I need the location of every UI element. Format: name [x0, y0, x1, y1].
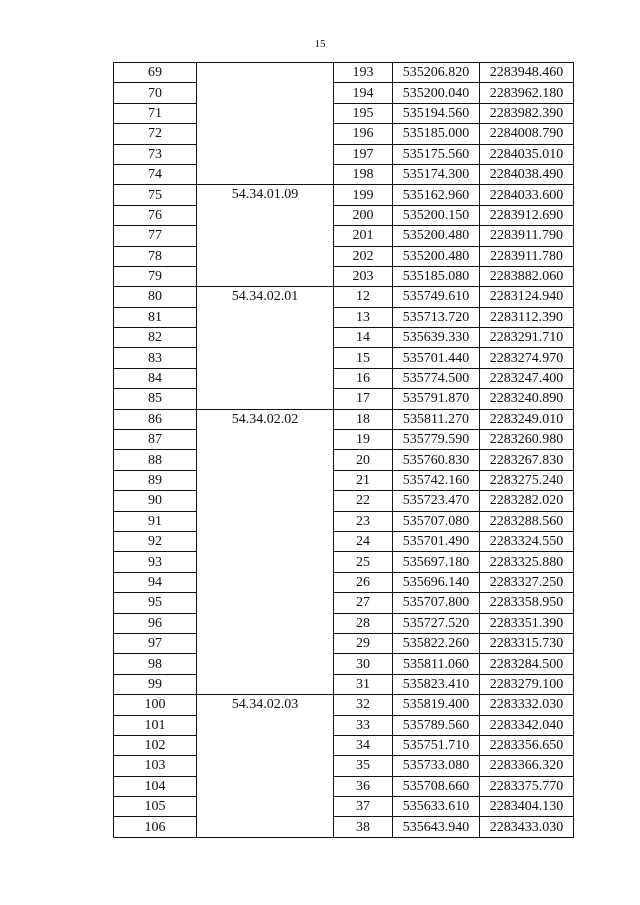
parcel-code-cell: 54.34.01.09 — [197, 185, 334, 287]
table-row — [114, 205, 574, 225]
row-index-cell: 91 — [114, 511, 197, 531]
row-index-cell: 92 — [114, 531, 197, 551]
x-coordinate-cell: 535200.150 — [393, 205, 480, 225]
x-coordinate-cell: 535774.500 — [393, 368, 480, 388]
x-coordinate-cell: 535819.400 — [393, 695, 480, 715]
y-coordinate-cell: 2283247.400 — [480, 368, 574, 388]
x-coordinate-cell: 535811.060 — [393, 654, 480, 674]
x-coordinate-cell: 535707.800 — [393, 593, 480, 613]
table-row — [114, 776, 574, 796]
point-number-cell: 196 — [334, 124, 393, 144]
row-index-cell: 102 — [114, 735, 197, 755]
table-row — [114, 368, 574, 388]
table-row — [114, 674, 574, 694]
y-coordinate-cell: 2284008.790 — [480, 124, 574, 144]
page-number: 15 — [314, 38, 326, 50]
y-coordinate-cell: 2283279.100 — [480, 674, 574, 694]
table-row — [114, 389, 574, 409]
table-row — [114, 226, 574, 246]
point-number-cell: 193 — [334, 63, 393, 83]
x-coordinate-cell: 535200.480 — [393, 226, 480, 246]
point-number-cell: 21 — [334, 470, 393, 490]
x-coordinate-cell: 535175.560 — [393, 144, 480, 164]
row-index-cell: 93 — [114, 552, 197, 572]
y-coordinate-cell: 2283324.550 — [480, 531, 574, 551]
table-row — [114, 124, 574, 144]
point-number-cell: 197 — [334, 144, 393, 164]
row-index-cell: 69 — [114, 63, 197, 83]
table-row — [114, 246, 574, 266]
point-number-cell: 202 — [334, 246, 393, 266]
table-row — [114, 185, 574, 205]
table-row — [114, 593, 574, 613]
y-coordinate-cell: 2283982.390 — [480, 103, 574, 123]
row-index-cell: 98 — [114, 654, 197, 674]
point-number-cell: 30 — [334, 654, 393, 674]
y-coordinate-cell: 2283327.250 — [480, 572, 574, 592]
x-coordinate-cell: 535185.080 — [393, 266, 480, 286]
table-row — [114, 470, 574, 490]
y-coordinate-cell: 2283948.460 — [480, 63, 574, 83]
y-coordinate-cell: 2283267.830 — [480, 450, 574, 470]
x-coordinate-cell: 535823.410 — [393, 674, 480, 694]
x-coordinate-cell: 535696.140 — [393, 572, 480, 592]
x-coordinate-cell: 535200.480 — [393, 246, 480, 266]
y-coordinate-cell: 2283291.710 — [480, 328, 574, 348]
point-number-cell: 194 — [334, 83, 393, 103]
y-coordinate-cell: 2283274.970 — [480, 348, 574, 368]
table-row — [114, 409, 574, 429]
y-coordinate-cell: 2283911.780 — [480, 246, 574, 266]
table-row — [114, 817, 574, 837]
row-index-cell: 73 — [114, 144, 197, 164]
table-row — [114, 633, 574, 653]
point-number-cell: 20 — [334, 450, 393, 470]
table-row — [114, 83, 574, 103]
parcel-code-cell: 54.34.02.01 — [197, 287, 334, 409]
table-row — [114, 266, 574, 286]
point-number-cell: 201 — [334, 226, 393, 246]
point-number-cell: 33 — [334, 715, 393, 735]
x-coordinate-cell: 535751.710 — [393, 735, 480, 755]
table-row — [114, 511, 574, 531]
table-row — [114, 307, 574, 327]
point-number-cell: 19 — [334, 430, 393, 450]
row-index-cell: 78 — [114, 246, 197, 266]
row-index-cell: 88 — [114, 450, 197, 470]
x-coordinate-cell: 535742.160 — [393, 470, 480, 490]
y-coordinate-cell: 2283288.560 — [480, 511, 574, 531]
row-index-cell: 85 — [114, 389, 197, 409]
row-index-cell: 94 — [114, 572, 197, 592]
x-coordinate-cell: 535174.300 — [393, 164, 480, 184]
table-row — [114, 103, 574, 123]
y-coordinate-cell: 2283260.980 — [480, 430, 574, 450]
point-number-cell: 16 — [334, 368, 393, 388]
table-row — [114, 756, 574, 776]
x-coordinate-cell: 535708.660 — [393, 776, 480, 796]
row-index-cell: 89 — [114, 470, 197, 490]
y-coordinate-cell: 2283404.130 — [480, 797, 574, 817]
point-number-cell: 25 — [334, 552, 393, 572]
point-number-cell: 26 — [334, 572, 393, 592]
row-index-cell: 70 — [114, 83, 197, 103]
x-coordinate-cell: 535162.960 — [393, 185, 480, 205]
table-row — [114, 654, 574, 674]
point-number-cell: 31 — [334, 674, 393, 694]
row-index-cell: 99 — [114, 674, 197, 694]
row-index-cell: 81 — [114, 307, 197, 327]
row-index-cell: 100 — [114, 695, 197, 715]
point-number-cell: 37 — [334, 797, 393, 817]
x-coordinate-cell: 535194.560 — [393, 103, 480, 123]
point-number-cell: 28 — [334, 613, 393, 633]
x-coordinate-cell: 535633.610 — [393, 797, 480, 817]
y-coordinate-cell: 2283249.010 — [480, 409, 574, 429]
y-coordinate-cell: 2283342.040 — [480, 715, 574, 735]
row-index-cell: 90 — [114, 491, 197, 511]
row-index-cell: 83 — [114, 348, 197, 368]
x-coordinate-cell: 535701.440 — [393, 348, 480, 368]
y-coordinate-cell: 2283282.020 — [480, 491, 574, 511]
y-coordinate-cell: 2283358.950 — [480, 593, 574, 613]
row-index-cell: 105 — [114, 797, 197, 817]
y-coordinate-cell: 2283375.770 — [480, 776, 574, 796]
row-index-cell: 97 — [114, 633, 197, 653]
row-index-cell: 101 — [114, 715, 197, 735]
point-number-cell: 24 — [334, 531, 393, 551]
table-row — [114, 572, 574, 592]
y-coordinate-cell: 2283240.890 — [480, 389, 574, 409]
row-index-cell: 104 — [114, 776, 197, 796]
x-coordinate-cell: 535791.870 — [393, 389, 480, 409]
table-row — [114, 797, 574, 817]
point-number-cell: 35 — [334, 756, 393, 776]
row-index-cell: 75 — [114, 185, 197, 205]
row-index-cell: 86 — [114, 409, 197, 429]
table-row — [114, 552, 574, 572]
x-coordinate-cell: 535701.490 — [393, 531, 480, 551]
row-index-cell: 82 — [114, 328, 197, 348]
table-row — [114, 348, 574, 368]
table-row — [114, 715, 574, 735]
point-number-cell: 29 — [334, 633, 393, 653]
x-coordinate-cell: 535760.830 — [393, 450, 480, 470]
point-number-cell: 17 — [334, 389, 393, 409]
y-coordinate-cell: 2283284.500 — [480, 654, 574, 674]
table-row — [114, 735, 574, 755]
x-coordinate-cell: 535723.470 — [393, 491, 480, 511]
row-index-cell: 84 — [114, 368, 197, 388]
point-number-cell: 36 — [334, 776, 393, 796]
y-coordinate-cell: 2283911.790 — [480, 226, 574, 246]
table-row — [114, 63, 574, 83]
y-coordinate-cell: 2283275.240 — [480, 470, 574, 490]
y-coordinate-cell: 2283882.060 — [480, 266, 574, 286]
x-coordinate-cell: 535713.720 — [393, 307, 480, 327]
y-coordinate-cell: 2283433.030 — [480, 817, 574, 837]
table-row — [114, 695, 574, 715]
point-number-cell: 38 — [334, 817, 393, 837]
x-coordinate-cell: 535749.610 — [393, 287, 480, 307]
row-index-cell: 72 — [114, 124, 197, 144]
row-index-cell: 71 — [114, 103, 197, 123]
table-row — [114, 164, 574, 184]
x-coordinate-cell: 535811.270 — [393, 409, 480, 429]
row-index-cell: 103 — [114, 756, 197, 776]
table-row — [114, 491, 574, 511]
y-coordinate-cell: 2283366.320 — [480, 756, 574, 776]
point-number-cell: 198 — [334, 164, 393, 184]
x-coordinate-cell: 535779.590 — [393, 430, 480, 450]
x-coordinate-cell: 535789.560 — [393, 715, 480, 735]
point-number-cell: 27 — [334, 593, 393, 613]
row-index-cell: 77 — [114, 226, 197, 246]
x-coordinate-cell: 535206.820 — [393, 63, 480, 83]
point-number-cell: 15 — [334, 348, 393, 368]
row-index-cell: 79 — [114, 266, 197, 286]
parcel-code-cell: 54.34.02.03 — [197, 695, 334, 838]
y-coordinate-cell: 2283351.390 — [480, 613, 574, 633]
row-index-cell: 96 — [114, 613, 197, 633]
y-coordinate-cell: 2284035.010 — [480, 144, 574, 164]
point-number-cell: 14 — [334, 328, 393, 348]
parcel-code-cell: 54.34.02.02 — [197, 409, 334, 694]
row-index-cell: 76 — [114, 205, 197, 225]
table-row — [114, 287, 574, 307]
x-coordinate-cell: 535200.040 — [393, 83, 480, 103]
row-index-cell: 95 — [114, 593, 197, 613]
y-coordinate-cell: 2283356.650 — [480, 735, 574, 755]
table-row — [114, 613, 574, 633]
y-coordinate-cell: 2283112.390 — [480, 307, 574, 327]
point-number-cell: 195 — [334, 103, 393, 123]
point-number-cell: 203 — [334, 266, 393, 286]
point-number-cell: 12 — [334, 287, 393, 307]
row-index-cell: 80 — [114, 287, 197, 307]
coordinates-table — [113, 62, 574, 838]
point-number-cell: 13 — [334, 307, 393, 327]
point-number-cell: 34 — [334, 735, 393, 755]
point-number-cell: 32 — [334, 695, 393, 715]
table-row — [114, 144, 574, 164]
y-coordinate-cell: 2284038.490 — [480, 164, 574, 184]
row-index-cell: 106 — [114, 817, 197, 837]
table-row — [114, 531, 574, 551]
table-row — [114, 328, 574, 348]
y-coordinate-cell: 2283315.730 — [480, 633, 574, 653]
x-coordinate-cell: 535643.940 — [393, 817, 480, 837]
point-number-cell: 200 — [334, 205, 393, 225]
table-row — [114, 430, 574, 450]
row-index-cell: 87 — [114, 430, 197, 450]
x-coordinate-cell: 535727.520 — [393, 613, 480, 633]
point-number-cell: 199 — [334, 185, 393, 205]
x-coordinate-cell: 535822.260 — [393, 633, 480, 653]
row-index-cell: 74 — [114, 164, 197, 184]
y-coordinate-cell: 2283332.030 — [480, 695, 574, 715]
y-coordinate-cell: 2283325.880 — [480, 552, 574, 572]
x-coordinate-cell: 535639.330 — [393, 328, 480, 348]
point-number-cell: 18 — [334, 409, 393, 429]
y-coordinate-cell: 2283912.690 — [480, 205, 574, 225]
x-coordinate-cell: 535185.000 — [393, 124, 480, 144]
x-coordinate-cell: 535707.080 — [393, 511, 480, 531]
x-coordinate-cell: 535733.080 — [393, 756, 480, 776]
table-row — [114, 450, 574, 470]
y-coordinate-cell: 2283962.180 — [480, 83, 574, 103]
y-coordinate-cell: 2284033.600 — [480, 185, 574, 205]
point-number-cell: 22 — [334, 491, 393, 511]
point-number-cell: 23 — [334, 511, 393, 531]
parcel-code-cell — [197, 63, 334, 185]
y-coordinate-cell: 2283124.940 — [480, 287, 574, 307]
x-coordinate-cell: 535697.180 — [393, 552, 480, 572]
